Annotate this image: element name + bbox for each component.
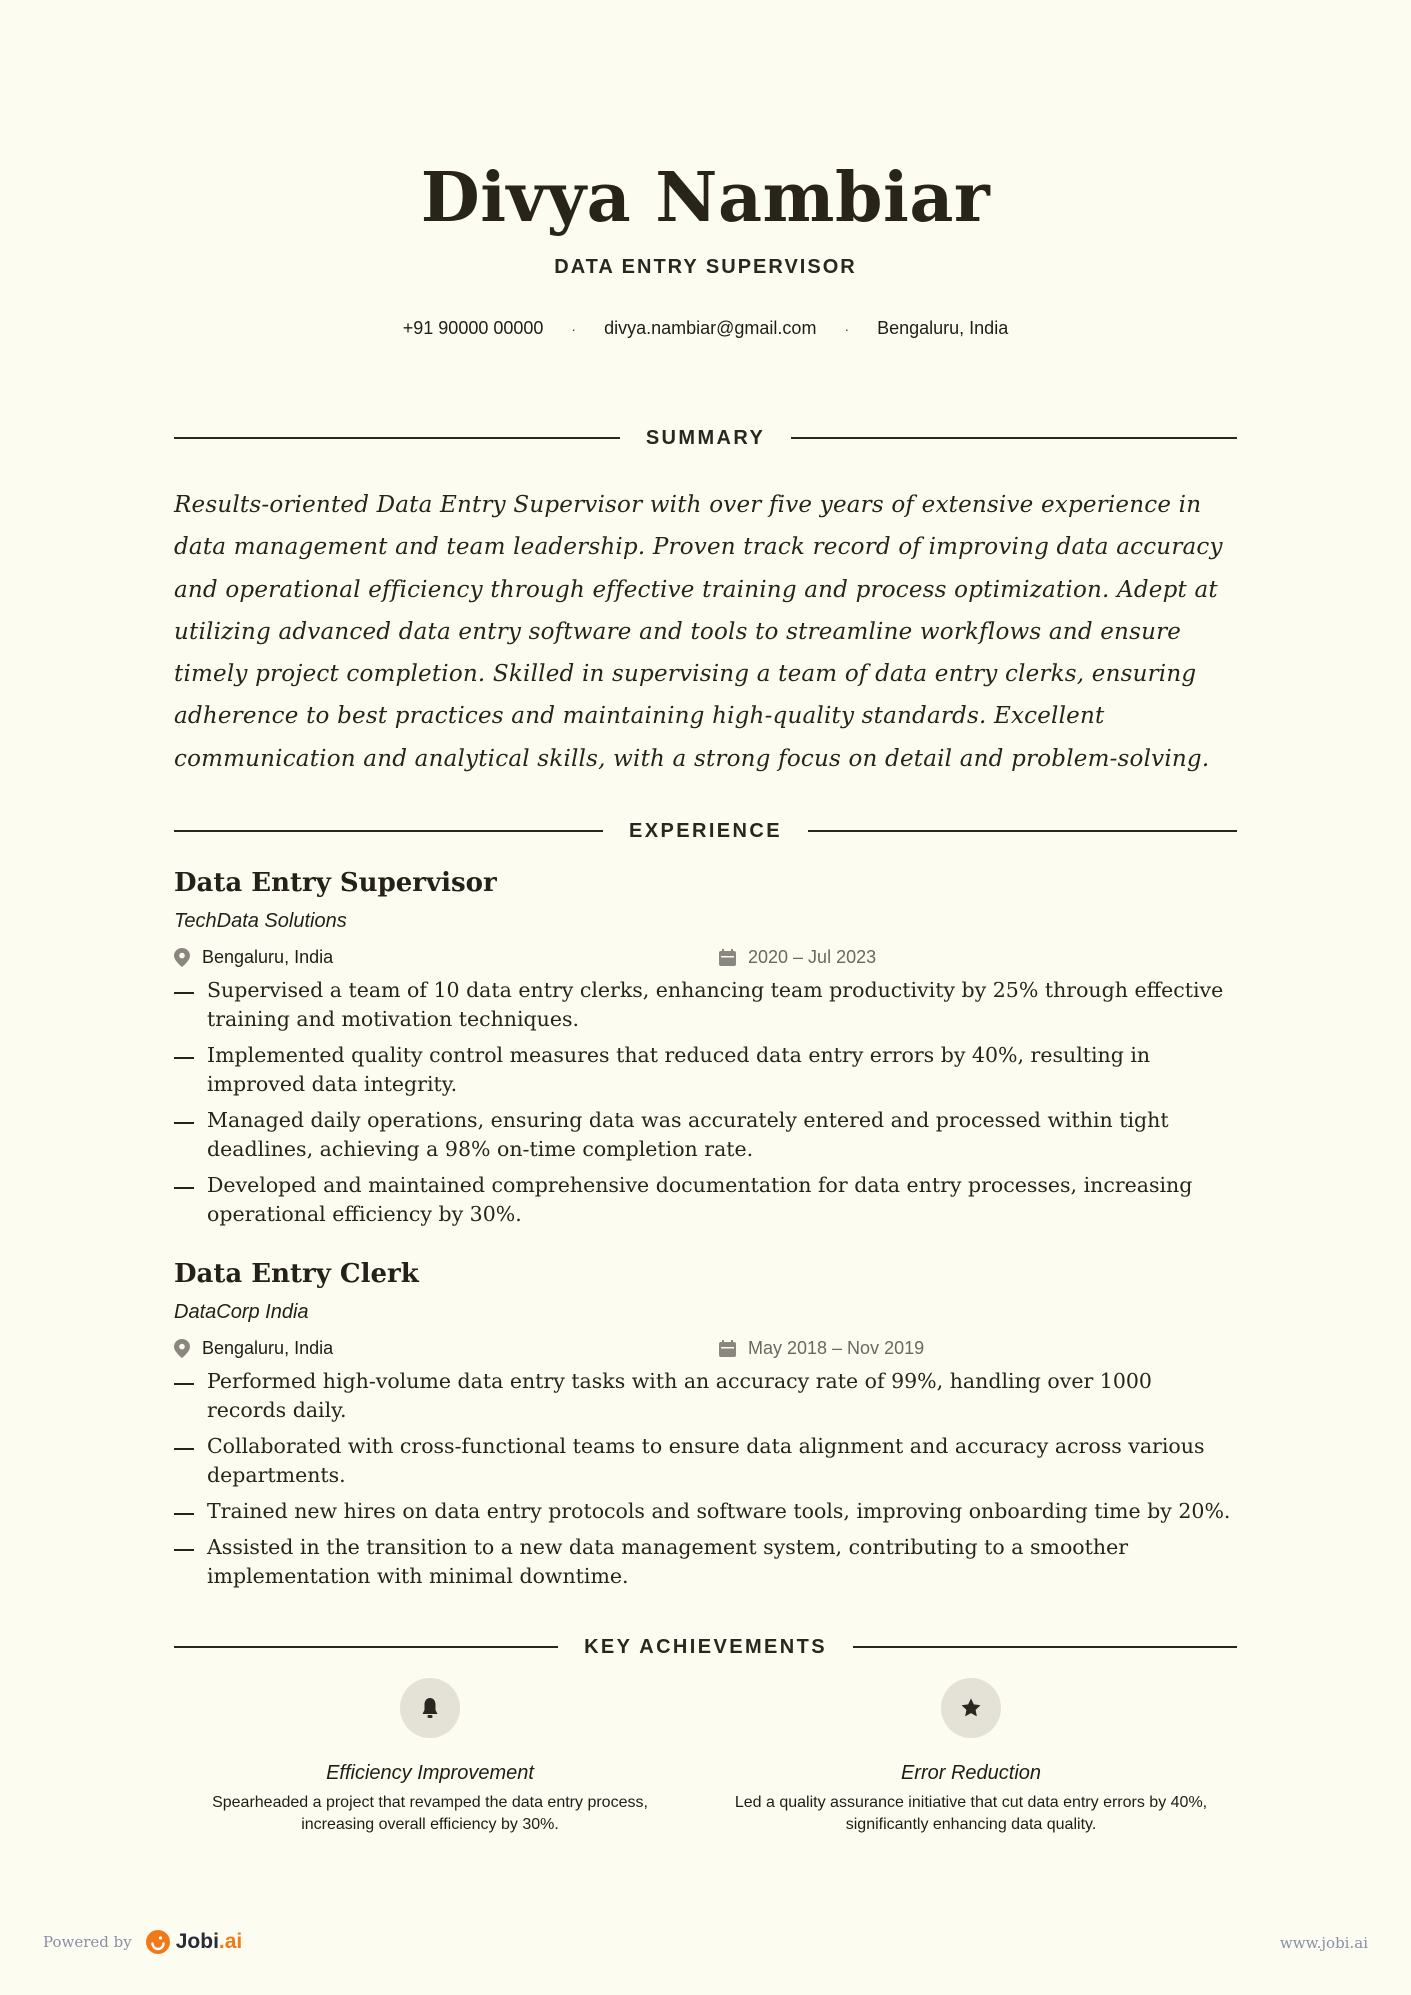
job-meta xyxy=(174,938,1237,976)
bullet-text: Collaborated with cross-functional teams to ensure data alignment and accuracy across various departments. xyxy=(207,1434,1205,1487)
list-item xyxy=(174,1367,1237,1425)
job-bullets xyxy=(174,1367,1237,1591)
powered-by-label: Powered by xyxy=(43,1933,132,1951)
divider xyxy=(174,1646,558,1648)
jobi-logo-text xyxy=(176,1930,243,1954)
achievement-item xyxy=(721,1678,1221,1836)
brand-suffix: .ai xyxy=(218,1930,243,1953)
summary-heading xyxy=(174,423,1237,453)
footer-website[interactable]: www.jobi.ai xyxy=(1279,1934,1368,1952)
job-dates xyxy=(719,1329,924,1367)
job-meta xyxy=(174,1329,1237,1367)
dash-icon xyxy=(174,1549,194,1551)
achievement-item xyxy=(180,1678,680,1836)
achievement-icon-badge xyxy=(400,1678,460,1738)
job-role: Data Entry Clerk xyxy=(174,1259,419,1289)
bell-icon xyxy=(421,1697,439,1719)
contact-phone: +91 90000 00000 xyxy=(402,318,544,338)
candidate-name: Divya Nambiar xyxy=(420,158,991,238)
brand-name: Jobi xyxy=(175,1930,219,1953)
footer-powered-by xyxy=(43,1930,242,1954)
list-item xyxy=(174,1041,1237,1099)
achievements-heading xyxy=(174,1632,1237,1662)
map-pin-icon xyxy=(174,1339,190,1358)
dash-icon xyxy=(174,1187,194,1189)
jobi-logo[interactable] xyxy=(146,1930,243,1954)
bullet-text: Managed daily operations, ensuring data was accurately entered and processed within tight deadlines, achieving a 98% on-time completion rate. xyxy=(207,1108,1169,1161)
star-icon xyxy=(960,1697,982,1719)
list-item xyxy=(174,1497,1237,1526)
bullet-text: Performed high-volume data entry tasks with an accuracy rate of 99%, handling over 1000 records daily. xyxy=(207,1369,1152,1422)
job-company: TechData Solutions xyxy=(174,910,347,932)
calendar-icon xyxy=(719,1340,736,1357)
section-title: EXPERIENCE xyxy=(629,819,782,842)
dash-icon xyxy=(174,1122,194,1124)
job-dates-text: 2020 – Jul 2023 xyxy=(748,947,877,967)
contact-separator: · xyxy=(844,320,850,337)
calendar-icon xyxy=(719,949,736,966)
divider xyxy=(174,437,620,439)
summary-text: Results-oriented Data Entry Supervisor with over five years of extensive experience in data management and team leadership. Proven track record of improving data accuracy and operational efficiency through effective training and process optimization. Adept at utilizing advanced data entry software and tools to streamline workflows and ensure timely project completion. Skilled in supervising a team of data entry clerks, ensuring adherence to best practices and maintaining high-quality standards. Excellent communication and analytical skills, with a strong focus on detail and problem-solving. xyxy=(174,492,1223,772)
divider xyxy=(174,830,603,832)
list-item xyxy=(174,976,1237,1034)
experience-item xyxy=(174,1255,1237,1598)
contact-separator: · xyxy=(571,320,577,337)
divider xyxy=(853,1646,1237,1648)
contact-location: Bengaluru, India xyxy=(877,318,1009,338)
divider xyxy=(808,830,1237,832)
list-item xyxy=(174,1106,1237,1164)
divider xyxy=(791,437,1237,439)
map-pin-icon xyxy=(174,948,190,967)
candidate-title: DATA ENTRY SUPERVISOR xyxy=(554,256,857,278)
dash-icon xyxy=(174,992,194,994)
section-title: SUMMARY xyxy=(645,426,766,449)
dash-icon xyxy=(174,1513,194,1515)
achievement-description: Led a quality assurance initiative that cut data entry errors by 40%, significantly enhancing data quality. xyxy=(734,1794,1208,1833)
experience-heading xyxy=(174,816,1237,846)
bullet-text: Assisted in the transition to a new data management system, contributing to a smoother implementation with minimal downtime. xyxy=(207,1535,1129,1588)
achievement-title: Efficiency Improvement xyxy=(326,1762,534,1784)
achievement-icon-badge xyxy=(941,1678,1001,1738)
job-location xyxy=(174,1329,333,1367)
job-role: Data Entry Supervisor xyxy=(174,868,497,898)
contact-row xyxy=(174,318,1237,339)
experience-item xyxy=(174,864,1237,1236)
dash-icon xyxy=(174,1057,194,1059)
bullet-text: Implemented quality control measures that reduced data entry errors by 40%, resulting in improved data integrity. xyxy=(207,1043,1151,1096)
list-item xyxy=(174,1432,1237,1490)
jobi-logo-icon xyxy=(146,1930,170,1954)
bullet-text: Trained new hires on data entry protocols and software tools, improving onboarding time by 20%. xyxy=(207,1499,1231,1523)
dash-icon xyxy=(174,1448,194,1450)
achievement-description: Spearheaded a project that revamped the data entry process, increasing overall efficiency by 30%. xyxy=(212,1794,648,1833)
list-item xyxy=(174,1533,1237,1591)
job-location-text: Bengaluru, India xyxy=(202,947,334,967)
job-bullets xyxy=(174,976,1237,1229)
bullet-text: Developed and maintained comprehensive documentation for data entry processes, increasing operational efficiency by 30%. xyxy=(207,1173,1193,1226)
dash-icon xyxy=(174,1383,194,1385)
section-title: KEY ACHIEVEMENTS xyxy=(584,1635,827,1658)
achievement-title: Error Reduction xyxy=(900,1762,1042,1784)
job-company: DataCorp India xyxy=(174,1301,309,1323)
job-location xyxy=(174,938,333,976)
job-dates xyxy=(719,938,876,976)
job-location-text: Bengaluru, India xyxy=(202,1338,334,1358)
bullet-text: Supervised a team of 10 data entry clerks, enhancing team productivity by 25% through effective training and motivation techniques. xyxy=(207,978,1224,1031)
list-item xyxy=(174,1171,1237,1229)
job-dates-text: May 2018 – Nov 2019 xyxy=(748,1338,925,1358)
contact-email[interactable]: divya.nambiar@gmail.com xyxy=(604,318,817,338)
